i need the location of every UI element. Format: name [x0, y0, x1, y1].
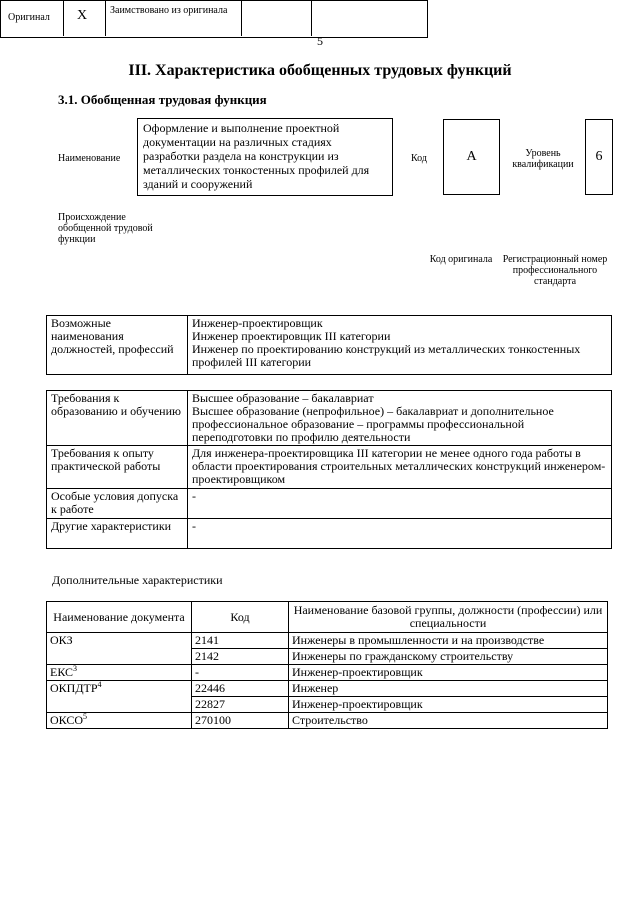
function-code-box: [443, 119, 500, 195]
req-other-values: [188, 519, 612, 549]
row-doc: ОКСО$^5$: [47, 713, 192, 729]
borrowed-label: Заимствовано из оригинала: [110, 5, 228, 16]
req-line: Для инженера-проектировщика III категории не менее одного года работы в области проектирования строительных металлических конструкций инженером-проектировщиком: [192, 446, 606, 486]
table-row: [47, 665, 608, 681]
row-name: Инженеры в промышленности и на производстве: [289, 633, 608, 649]
section-title: III. Характеристика обобщенных трудовых функций: [128, 62, 512, 79]
req-line: -: [192, 489, 196, 503]
code-original-cell: [242, 0, 312, 36]
function-name-value: Оформление и выполнение проектной документации на различных стадиях разработки раздела на конструкции из металлических тонкостенных профилей для зданий и сооружений: [137, 118, 393, 196]
borrowed-cell: [106, 0, 242, 36]
subsection-title: 3.1. Обобщенная трудовая функция: [58, 92, 267, 107]
req-education-values: [188, 391, 612, 446]
table-header-row: [47, 602, 608, 633]
origin-mark-cell: [64, 0, 106, 36]
row-code: 2141: [192, 633, 289, 649]
row-name: Инженер-проектировщик: [289, 697, 608, 713]
header-doc: Наименование документа: [47, 602, 192, 633]
origin-box: [0, 0, 428, 38]
req-line: -: [192, 519, 196, 533]
req-line: Высшее образование (непрофильное) – бакалавриат и дополнительное профессиональное образование – программы профессиональной переподготовки по профилю деятельности: [192, 404, 554, 444]
header-name: Наименование базовой группы, должности (профессии) или специальности: [289, 602, 608, 633]
row-doc: ОКЗ: [47, 633, 192, 665]
level-value: 6: [595, 149, 603, 164]
requirements-table: [46, 390, 612, 549]
position-item: Инженер по проектированию конструкций из металлических тонкостенных профилей III категории: [192, 342, 581, 369]
positions-table: [46, 315, 612, 375]
req-conditions-label: Особые условия допуска к работе: [47, 489, 188, 519]
table-row: [47, 489, 612, 519]
positions-values: [188, 316, 612, 375]
row-name: Инженеры по гражданскому строительству: [289, 649, 608, 665]
req-line: Высшее образование – бакалавриат: [192, 391, 374, 405]
footnote-mark: 3: [73, 664, 78, 673]
table-row: [47, 519, 612, 549]
code-label: Код: [411, 153, 427, 164]
table-row: [47, 681, 608, 697]
level-label: Уровень квалификации: [512, 148, 574, 170]
page-number: 5: [317, 34, 323, 48]
row-code: 22827: [192, 697, 289, 713]
reg-number-label: Регистрационный номер профессионального стандарта: [502, 254, 608, 287]
level-box: [585, 119, 613, 195]
table-row: [47, 713, 608, 729]
function-code-value: А: [466, 149, 477, 164]
additional-title: Дополнительные характеристики: [52, 573, 223, 587]
footnote-mark: 4: [97, 680, 102, 689]
origin-original-cell: [0, 0, 64, 36]
row-name: Инженер-проектировщик: [289, 665, 608, 681]
row-code: -: [192, 665, 289, 681]
code-original-label: Код оригинала: [429, 254, 493, 265]
footnote-mark: 5: [83, 712, 88, 721]
header-code: Код: [192, 602, 289, 633]
row-code: 2142: [192, 649, 289, 665]
row-name: Строительство: [289, 713, 608, 729]
row-code: 22446: [192, 681, 289, 697]
table-row: [47, 633, 608, 649]
req-other-label: Другие характеристики: [47, 519, 188, 549]
original-label: Оригинал: [8, 12, 50, 23]
row-code: 270100: [192, 713, 289, 729]
req-education-label: Требования к образованию и обучению: [47, 391, 188, 446]
table-row: [47, 446, 612, 489]
name-label: Наименование: [58, 153, 121, 164]
positions-label: Возможные наименования должностей, профессий: [47, 316, 188, 375]
original-mark: Х: [77, 8, 88, 23]
req-experience-label: Требования к опыту практической работы: [47, 446, 188, 489]
table-row: [47, 316, 612, 375]
req-conditions-values: [188, 489, 612, 519]
req-experience-values: [188, 446, 612, 489]
origin-label: Происхождение обобщенной трудовой функции: [58, 212, 153, 245]
row-name: Инженер: [289, 681, 608, 697]
position-item: Инженер-проектировщик: [192, 316, 323, 330]
additional-table: [46, 601, 608, 729]
row-doc: ОКПДТР$^4$: [47, 681, 192, 713]
row-doc: ЕКС$^3$: [47, 665, 192, 681]
position-item: Инженер проектировщик III категории: [192, 329, 391, 343]
table-row: [47, 391, 612, 446]
